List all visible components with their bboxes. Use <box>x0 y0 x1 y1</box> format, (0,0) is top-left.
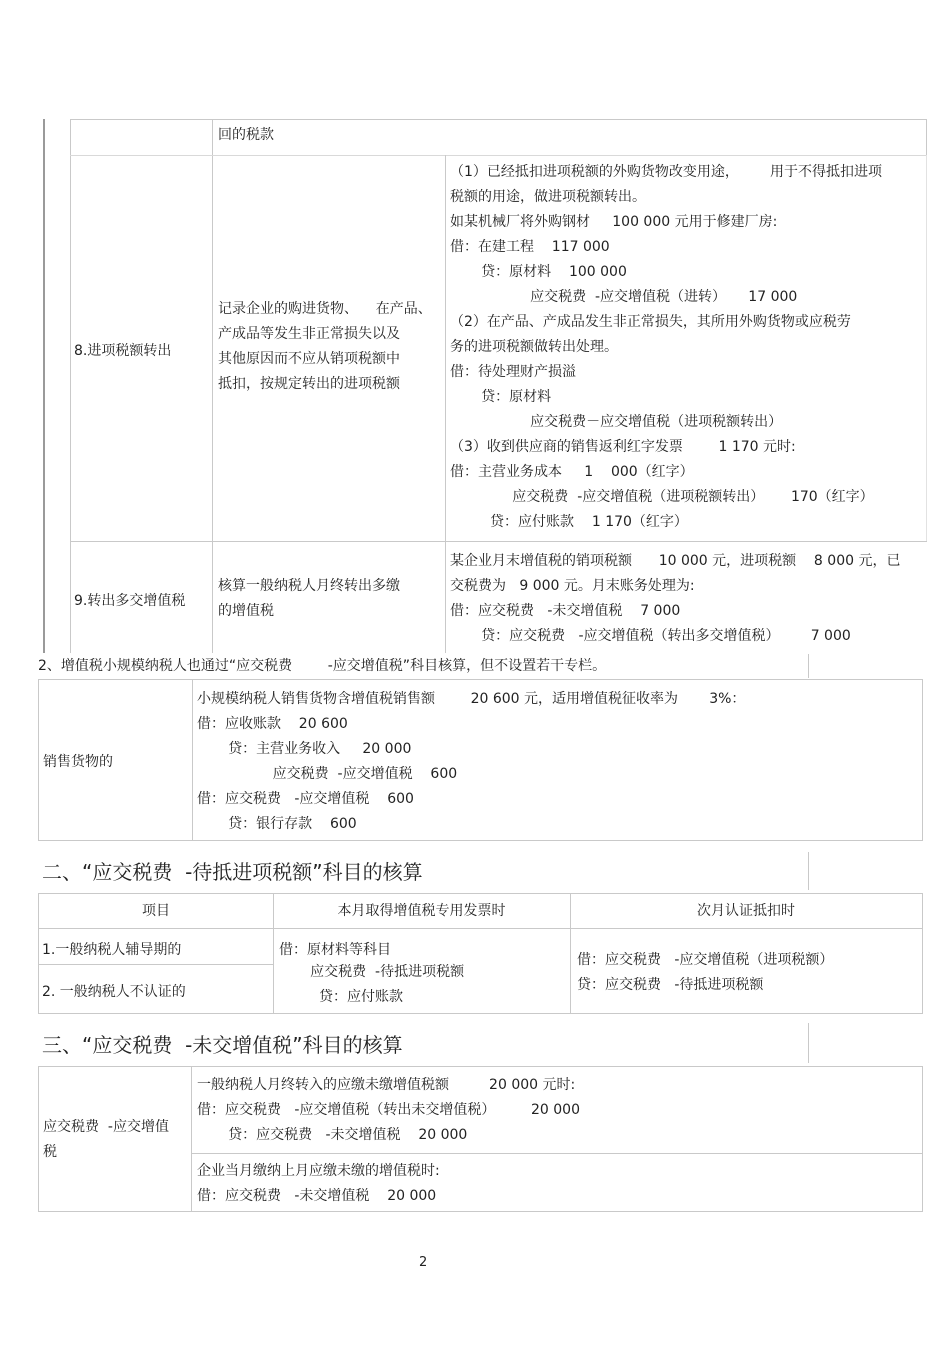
detail-line: 应交税费－应交增值税（进项税额转出） <box>450 414 783 430</box>
page-number: 2 <box>419 1255 428 1270</box>
continued-cell-text: 回的税款 <box>218 127 274 143</box>
detail-line: 借：待处理财产损溢 <box>450 364 576 380</box>
detail-line: 如某机械厂将外购钢材 100 000 元用于修建厂房: <box>450 214 778 230</box>
desc-line: 核算一般纳税人月终转出多缴 <box>218 578 400 594</box>
desc-line: 产成品等发生非正常损失以及 <box>218 326 400 342</box>
column-header-item: 项目 <box>142 903 170 919</box>
detail-line: 借：应交税费 -未交增值税 7 000 <box>450 603 681 619</box>
table-column-divider <box>191 1067 192 1211</box>
detail-line: （1）已经抵扣进项税额的外购货物改变用途， 用于不得抵扣进项 <box>450 164 883 180</box>
table-row-divider <box>191 1153 922 1154</box>
row-name-input-transfer: 8.进项税额转出 <box>74 343 172 359</box>
table-top-border <box>70 119 927 120</box>
detail-line: 贷：应交税费 -未交增值税 20 000 <box>197 1127 468 1143</box>
detail-line: 贷：应付账款 1 170（红字） <box>450 514 688 530</box>
section-heading-unpaid-vat: 三、“应交税费 -未交增值税”科目的核算 <box>42 1033 403 1057</box>
table-column-divider <box>70 119 71 653</box>
detail-line: 借：主营业务成本 1 000（红字） <box>450 464 694 480</box>
detail-line: 借：应收账款 20 600 <box>197 716 348 732</box>
detail-line: 务的进项税额做转出处理。 <box>450 339 618 355</box>
detail-line: 借：应交税费 -应交增值税（转出未交增值税） 20 000 <box>197 1102 580 1118</box>
detail-line: （2）在产品、产成品发生非正常损失，其所用外购货物或应税劳 <box>450 314 851 330</box>
table-row-divider <box>70 155 927 156</box>
table-row-divider <box>39 964 273 965</box>
table-small-taxpayer <box>38 679 923 841</box>
column-header-this-month: 本月取得增值税专用发票时 <box>337 903 506 919</box>
label-line: 应交税费 -应交增值 <box>43 1119 169 1135</box>
detail-line: 贷：原材料 <box>450 389 552 405</box>
detail-line: 贷：应交税费 -待抵进项税额 <box>577 977 764 993</box>
detail-line: 某企业月末增值税的销项税额 10 000 元，进项税额 8 000 元，已 <box>450 553 901 569</box>
desc-line: 抵扣，按规定转出的进项税额 <box>218 376 400 392</box>
detail-line: 贷：原材料 100 000 <box>450 264 627 280</box>
row-name-transfer-overpaid: 9.转出多交增值税 <box>74 593 186 609</box>
detail-line: 贷：应交税费 -应交增值税（转出多交增值税） 7 000 <box>450 628 851 644</box>
item-not-certified: 2. 一般纳税人不认证的 <box>42 984 186 1000</box>
detail-line: 借：应交税费 -未交增值税 20 000 <box>197 1188 437 1204</box>
desc-line: 记录企业的购进货物、 在产品、 <box>218 301 432 317</box>
detail-line: 借：应交税费 -应交增值税 600 <box>197 791 414 807</box>
item-tutoring-period: 1.一般纳税人辅导期的 <box>42 942 182 958</box>
small-taxpayer-note: 2、增值税小规模纳税人也通过“应交税费 -应交增值税”科目核算，但不设置若干专栏。 <box>38 658 607 674</box>
detail-line: 借：原材料等科目 <box>279 942 391 958</box>
column-header-next-month: 次月认证抵扣时 <box>697 903 795 919</box>
detail-line: 企业当月缴纳上月应缴未缴的增值税时: <box>197 1163 440 1179</box>
table-left-border <box>43 119 45 653</box>
table-pending-input <box>38 893 923 1014</box>
desc-line: 的增值税 <box>218 603 274 619</box>
table-right-border <box>926 119 927 155</box>
note-row <box>38 654 809 678</box>
section-heading-row <box>38 852 809 890</box>
section-heading-row <box>38 1023 809 1063</box>
detail-line: （3）收到供应商的销售返利红字发票 1 170 元时: <box>450 439 796 455</box>
detail-line: 贷：应付账款 <box>279 989 404 1005</box>
detail-line: 小规模纳税人销售货物含增值税销售额 20 600 元，适用增值税征收率为 3%： <box>197 691 746 707</box>
detail-line: 税额的用途，做进项税额转出。 <box>450 189 646 205</box>
label-line: 税 <box>43 1144 57 1160</box>
detail-line: 应交税费 -应交增值税（进转） 17 000 <box>450 289 798 305</box>
table-column-divider <box>445 155 446 653</box>
table-column-divider <box>192 680 193 840</box>
detail-line: 交税费为 9 000 元。月末账务处理为: <box>450 578 695 594</box>
detail-line: 借：在建工程 117 000 <box>450 239 610 255</box>
detail-line: 应交税费 -应交增值税（进项税额转出） 170（红字） <box>450 489 874 505</box>
table-header-divider <box>39 928 922 929</box>
row-label-sales: 销售货物的 <box>43 754 113 770</box>
detail-line: 应交税费 -应交增值税 600 <box>197 766 458 782</box>
table-row-divider <box>70 541 927 542</box>
detail-line: 一般纳税人月终转入的应缴未缴增值税额 20 000 元时: <box>197 1077 576 1093</box>
detail-line: 应交税费 -待抵进项税额 <box>279 964 465 980</box>
table-unpaid-vat <box>38 1066 923 1212</box>
table-column-divider <box>212 119 213 653</box>
section-heading-pending-input: 二、“应交税费 -待抵进项税额”科目的核算 <box>42 860 423 884</box>
detail-line: 贷：银行存款 600 <box>197 816 357 832</box>
table-right-border <box>926 155 927 541</box>
detail-line: 借：应交税费 -应交增值税（进项税额） <box>577 952 834 968</box>
detail-line: 贷：主营业务收入 20 000 <box>197 741 412 757</box>
desc-line: 其他原因而不应从销项税额中 <box>218 351 400 367</box>
